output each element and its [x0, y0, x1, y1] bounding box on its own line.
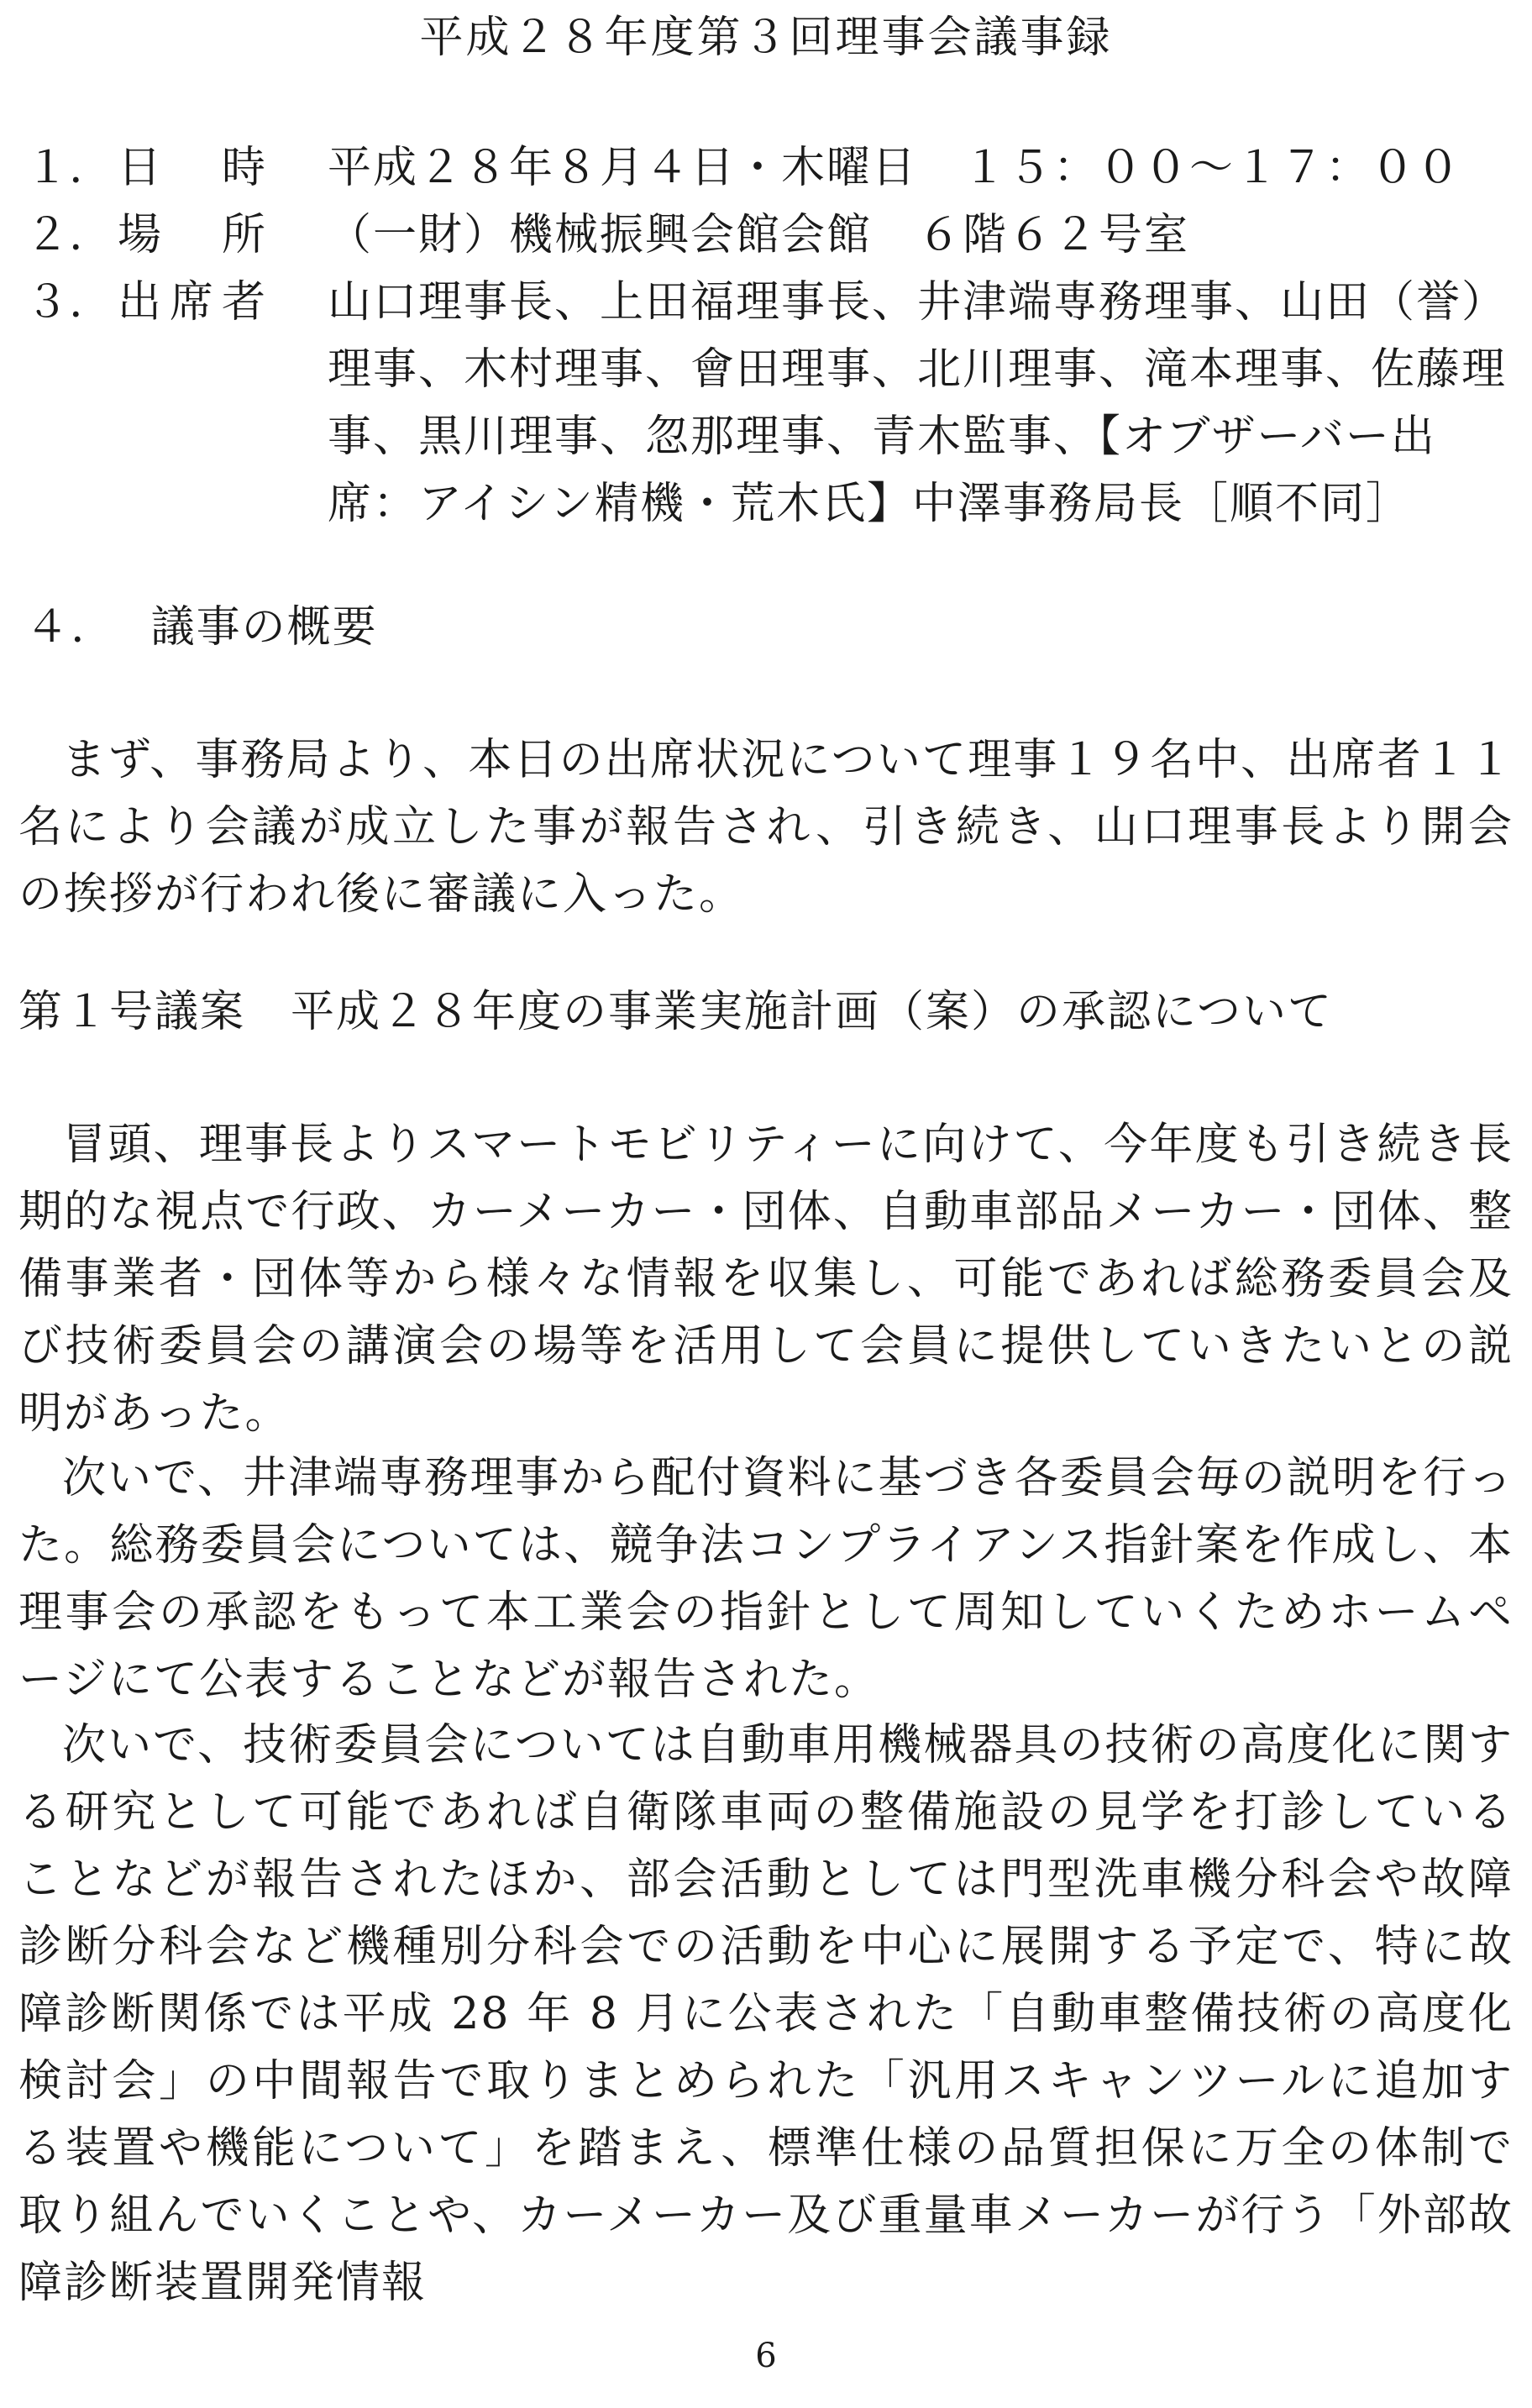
intro-paragraph: まず、事務局より、本日の出席状況について理事１９名中、出席者１１名により会議が成立した事が報告され、引き続き、山口理事長より開会の挨拶が行われ後に審議に入った。: [18, 735, 1514, 920]
info-item-place: [25, 202, 1520, 269]
paragraph-chair-remarks: 冒頭、理事長よりスマートモビリティーに向けて、今年度も引き続き長期的な視点で行政、カーメーカー・団体、自動車部品メーカー・団体、整備事業者・団体等から様々な情報を収集し、可能であれば総務委員会及び技術委員会の講演会の場等を活用して会員に提供していきたいとの説明があった。: [18, 1120, 1514, 1439]
item-number: ２.: [25, 210, 83, 260]
item-number: ３.: [25, 277, 83, 328]
paragraph-general-affairs: 次いで、井津端専務理事から配付資料に基づき各委員会毎の説明を行った。総務委員会については、競争法コンプライアンス指針案を作成し、本理事会の承認をもって本工業会の指針として周知していくためホームページにて公表することなどが報告された。: [18, 1453, 1514, 1705]
info-item-attendees: [25, 269, 1520, 538]
section-heading-summary: [25, 594, 378, 661]
meeting-info-list: [25, 134, 1520, 538]
info-item-datetime: [25, 134, 1520, 202]
paragraph-technical-committee: 次いで、技術委員会については自動車用機械器具の技術の高度化に関する研究として可能であれば自衛隊車両の整備施設の見学を打診していることなどが報告されたほか、部会活動としては門型洗車機分科会や故障診断分科会など機種別分科会での活動を中心に展開する予定で、特に故障診断関係では平成 28 年 8 月に公表された「自動車整備技術の高度化検討会」の中間報告で取りまとめられた「汎用スキャンツールに追加する装置や機能について」を踏まえ、標準仕様の品質担保に万全の体制で取り組んでいくことや、カーメーカー及び重量車メーカーが行う「外部故障診断装置開発情報: [18, 1720, 1514, 2308]
page-number: 6: [755, 2337, 777, 2375]
item-value: 山口理事長、上田福理事長、井津端専務理事、山田（誉）理事、木村理事、會田理事、北川理事、滝本理事、佐藤理事、黒川理事、忽那理事、青木監事、【オブザーバー出席：アイシン精機・荒木氏】中澤事務局長［順不同］: [328, 277, 1508, 529]
agenda-item-1-title: 第１号議案 平成２８年度の事業実施計画（案）の承認について: [18, 987, 1333, 1037]
section-number: ４.: [25, 602, 87, 653]
document-title: 平成２８年度第３回理事会議事録: [419, 13, 1113, 63]
item-label: 場 所: [118, 210, 275, 260]
item-value: 平成２８年８月４日・木曜日 １５：００～１７：００: [328, 143, 1462, 193]
item-value: （一財）機械振興会館会館 ６階６２号室: [328, 210, 1190, 260]
section-label: 議事の概要: [150, 602, 378, 653]
item-number: １.: [25, 143, 83, 193]
item-label: 日 時: [118, 143, 275, 193]
item-label: 出席者: [118, 277, 275, 328]
